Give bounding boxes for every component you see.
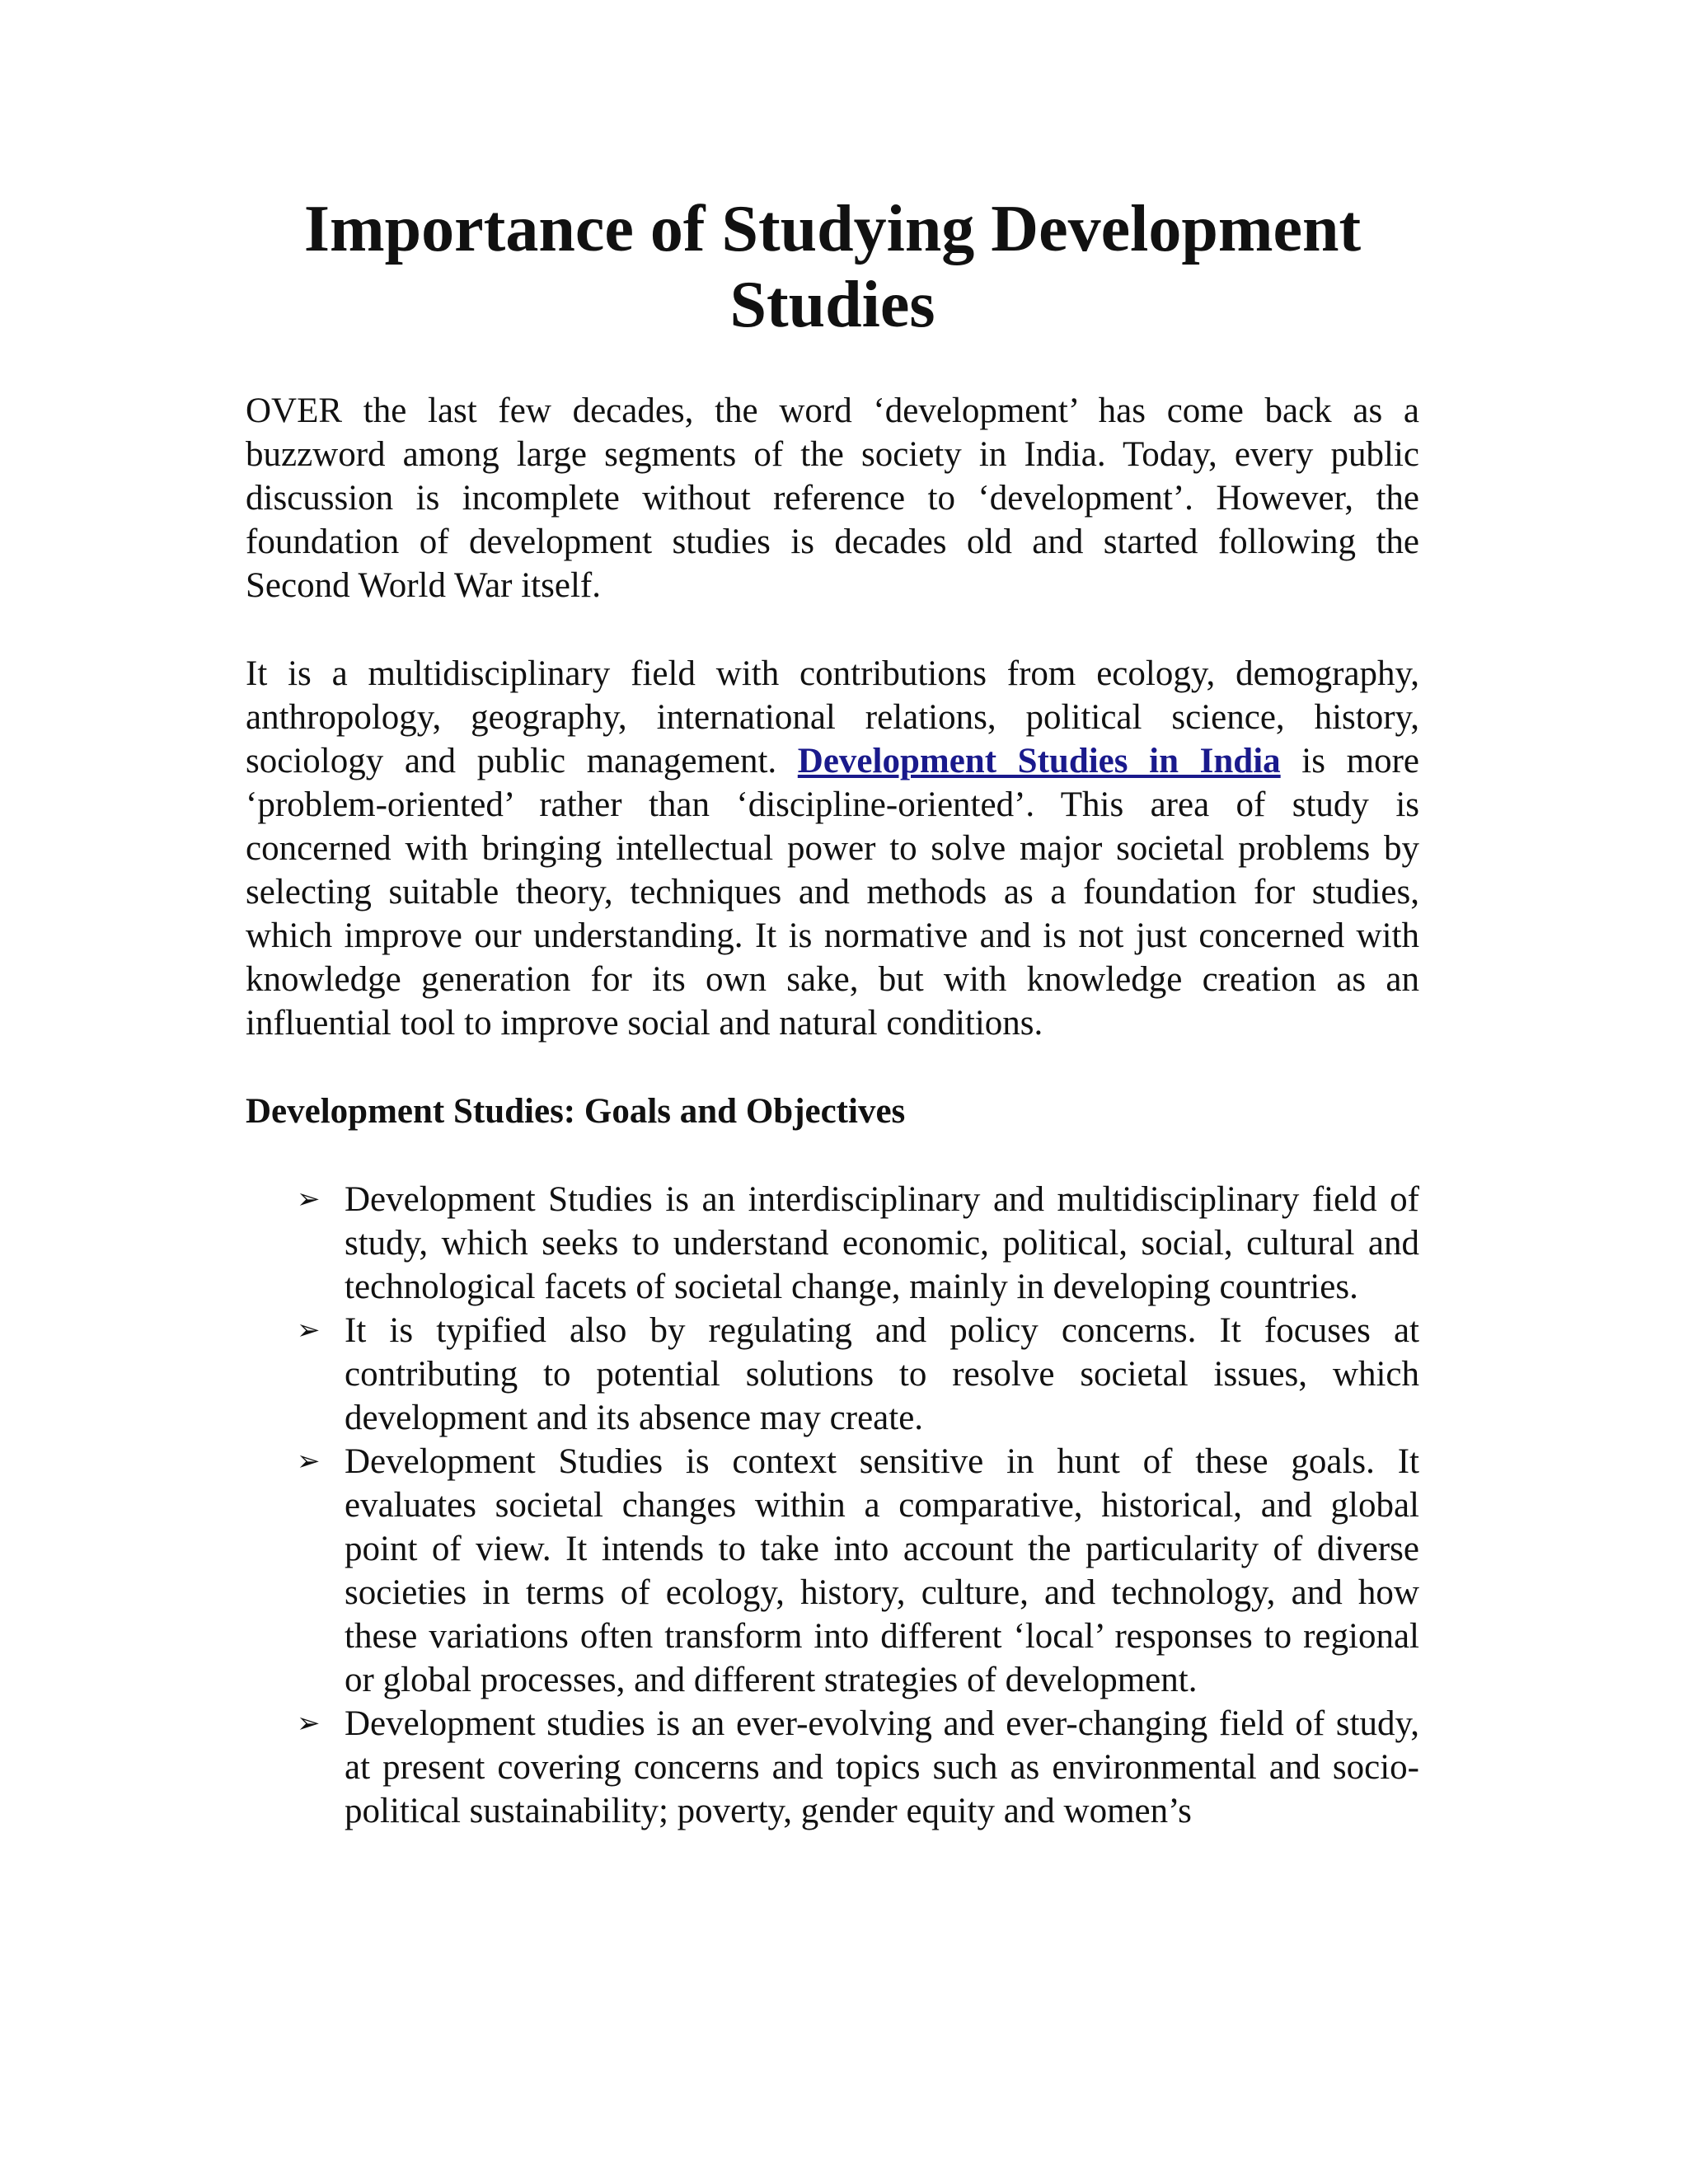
- section-heading: Development Studies: Goals and Objectives: [246, 1092, 906, 1131]
- bullet-text: It is typified also by regulating and policy concerns. It focuses at contributing to potential solutions to resolve societal issues, which development and its absence may create.: [345, 1311, 1419, 1437]
- arrowhead-bullet-icon: ➢: [297, 1445, 321, 1478]
- field-description-paragraph: [246, 652, 1419, 1045]
- bullet-text: Development Studies is an interdisciplinary and multidisciplinary field of study, which seeks to understand economic, political, social, cultural and technological facets of societal change, mainly in developing countries.: [345, 1180, 1419, 1306]
- paragraph-text-before-link: It is a multidisciplinary field with contributions from ecology, demography, anthropology, geography, international relations, political science, history, sociology and public management.: [246, 654, 1419, 780]
- arrowhead-bullet-icon: ➢: [297, 1183, 321, 1216]
- goals-bullet-list: [246, 1178, 1419, 1833]
- paragraph-text-after-link: is more ‘problem-oriented’ rather than ‘discipline-oriented’. This area of study is concerned with bringing intellectual power to solve major societal problems by selecting suitable theory, techniques and methods as a foundation for studies, which improve our understanding. It is normative and is not just concerned with knowledge generation for its own sake, but with knowledge creation as an influential tool to improve social and natural conditions.: [246, 742, 1419, 1043]
- document-page: [246, 191, 1419, 1833]
- development-studies-in-india-link[interactable]: Development Studies in India: [797, 742, 1281, 780]
- list-item: [246, 1702, 1419, 1833]
- arrowhead-bullet-icon: ➢: [297, 1314, 321, 1347]
- arrowhead-bullet-icon: ➢: [297, 1707, 321, 1740]
- list-item: [246, 1309, 1419, 1440]
- list-item: [246, 1178, 1419, 1309]
- page-title: Importance of Studying Development Studies: [303, 193, 1362, 341]
- bullet-text: Development Studies is context sensitive in hunt of these goals. It evaluates societal changes within a comparative, historical, and global point of view. It intends to take into account the particularity of diverse societies in terms of ecology, history, culture, and technology, and how these variations often transform into different ‘local’ responses to regional or global processes, and different strategies of development.: [345, 1442, 1419, 1699]
- bullet-text: Development studies is an ever-evolving and ever-changing field of study, at present covering concerns and topics such as environmental and socio-political sustainability; poverty, gender equity and women’s: [345, 1704, 1419, 1830]
- intro-paragraph: OVER the last few decades, the word ‘development’ has come back as a buzzword among large segments of the society in India. Today, every public discussion is incomplete without reference to ‘development’. However, the foundation of development studies is decades old and started following the Second World War itself.: [246, 391, 1419, 605]
- list-item: [246, 1440, 1419, 1702]
